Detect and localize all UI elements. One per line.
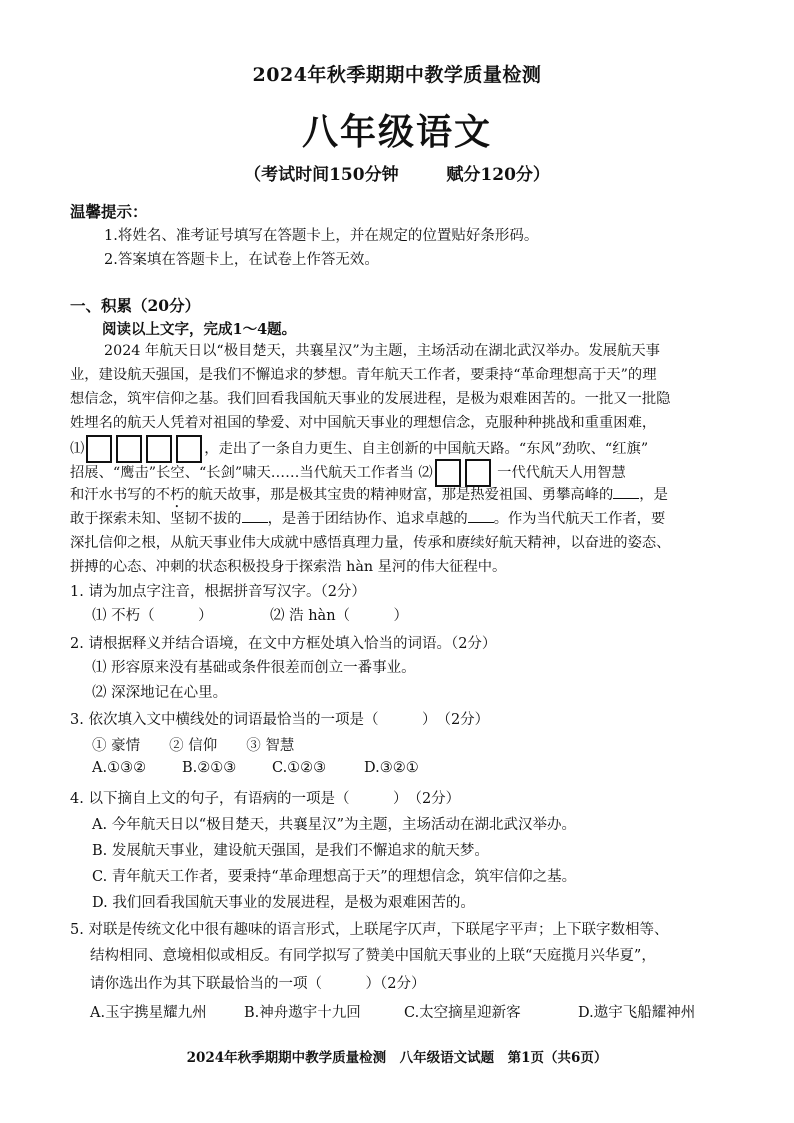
question-2-a: ⑴ 形容原来没有基础或条件很差而创立一番事业。	[92, 660, 416, 676]
passage-line: 2024 年航天日以“极目楚天，共襄星汉”为主题，主场活动在湖北武汉举办。发展航天事	[104, 343, 660, 359]
question-4-b: B. 发展航天事业，建设航天强国，是我们不懈追求的航天梦。	[92, 843, 489, 859]
question-1-b: ⑵ 浩 hàn（ ）	[270, 608, 409, 624]
passage-line: 深扎信仰之根，从航天事业伟大成就中感悟真理力量，传承和赓续好航天精神，以奋进的姿态、	[70, 535, 671, 551]
subject-title: 八年级语文	[301, 111, 492, 153]
passage-line	[70, 435, 730, 459]
passage-text: 的航天故事，那是极其宝贵的精神财富，那是热爱祖国、勇攀高峰的	[184, 487, 614, 503]
option: A.①③②	[92, 760, 147, 776]
fill-blank	[468, 508, 494, 523]
passage-line: 业，建设航天强国，是我们不懈追求的梦想。青年航天工作者，要秉持“革命理想高于天”的理	[70, 367, 657, 383]
passage-line	[70, 483, 730, 507]
question-4-a: A. 今年航天日以“极目楚天，共襄星汉”为主题，主场活动在湖北武汉举办。	[92, 817, 577, 833]
option: D.遨宇飞船耀神州	[578, 1005, 696, 1021]
passage-line: 拼搏的心态、冲刺的状态积极投身于探索浩 hàn 星河的伟大征程中。	[70, 559, 507, 575]
blank-label-2: ⑵	[418, 465, 433, 481]
question-4-stem: 4. 以下摘自上文的句子，有语病的一项是（ ） （2分）	[70, 791, 461, 807]
passage-text: 招展、“鹰击”长空、“长剑”啸天……当代航天工作者当	[70, 465, 414, 481]
option: A.玉宇携星耀九州	[90, 1005, 207, 1021]
exam-meta	[0, 160, 794, 185]
blank-label-1: ⑴	[70, 441, 85, 457]
passage-text: 一代代航天人用智慧	[497, 465, 626, 481]
passage-text: 。作为当代航天工作者，要	[493, 511, 666, 527]
option: B.神舟遨宇十九回	[244, 1005, 361, 1021]
page-footer: 2024年秋季期期中教学质量检测 八年级语文试题 第1页（共6页）	[186, 1050, 608, 1066]
passage-text: 和汗水书写的不	[70, 487, 171, 503]
question-5-stem-1: 5. 对联是传统文化中很有趣味的语言形式，上联尾字仄声，下联尾字平声；上下联字数相等、	[70, 922, 669, 938]
passage-text: ，走出了一条自力更生、自主创新的中国航天路。“东风”劲吹、“红旗”	[204, 441, 649, 457]
tips-item-1: 1.将姓名、准考证号填写在答题卡上，并在规定的位置贴好条形码。	[104, 228, 539, 244]
passage-line	[70, 459, 730, 483]
option: D.③②①	[364, 760, 419, 776]
passage-text: 敢于探索未知、坚韧不拔的	[70, 511, 242, 527]
option: C.①②③	[272, 760, 327, 776]
option: C.太空摘星迎新客	[404, 1005, 521, 1021]
dotted-char: 朽	[170, 487, 185, 503]
passage-line: 姓埋名的航天人凭着对祖国的挚爱、对中国航天事业的理想信念，克服种种挑战和重重困难，	[70, 415, 657, 431]
question-5-options	[90, 1001, 695, 1022]
exam-title: 2024年秋季期期中教学质量检测	[252, 64, 542, 86]
fill-blank	[613, 484, 639, 499]
passage-line	[70, 507, 730, 531]
passage-text: ，是	[639, 487, 668, 503]
tips-item-2: 2.答案填在答题卡上，在试卷上作答无效。	[104, 252, 379, 268]
question-4-d: D. 我们回看我国航天事业的发展进程，是极为艰难困苦的。	[92, 895, 475, 911]
reading-passage	[70, 339, 730, 579]
question-4-c: C. 青年航天工作者，要秉持“革命理想高于天”的理想信念，筑牢信仰之基。	[92, 869, 577, 885]
section-instruction: 阅读以上文字，完成1～4题。	[102, 321, 297, 338]
question-2-b: ⑵ 深深地记在心里。	[92, 685, 228, 701]
question-1-a: ⑴ 不朽（ ）	[92, 608, 213, 624]
question-3-options	[92, 760, 419, 776]
option: B.②①③	[182, 760, 237, 776]
passage-line: 想信念，筑牢信仰之基。我们回看我国航天事业的发展进程，是极为艰难困苦的。一批又一批隐	[70, 391, 671, 407]
tips-title: 温馨提示：	[70, 202, 148, 221]
section-title: 一、积累（20分）	[70, 296, 201, 315]
question-5-stem-2: 结构相同、意境相似或相反。有同学拟写了赞美中国航天事业的上联“天庭揽月兴华夏”，	[90, 948, 656, 964]
question-5-stem-3: 请你选出作为其下联最恰当的一项（ ）（2分）	[90, 976, 426, 992]
passage-text: ，是善于团结协作、追求卓越的	[267, 511, 468, 527]
question-3-stem: 3. 依次填入文中横线处的词语最恰当的一项是（ ） （2分）	[70, 712, 490, 728]
question-3-words: ① 豪情 ② 信仰 ③ 智慧	[92, 738, 295, 754]
score-note: 赋分120分）	[446, 165, 550, 185]
fill-blank	[242, 508, 268, 523]
question-2-stem: 2. 请根据释义并结合语境，在文中方框处填入恰当的词语。（2分）	[70, 636, 497, 652]
question-1-stem: 1. 请为加点字注音，根据拼音写汉字。（2分）	[70, 584, 366, 600]
time-note: （考试时间150分钟	[244, 165, 399, 185]
